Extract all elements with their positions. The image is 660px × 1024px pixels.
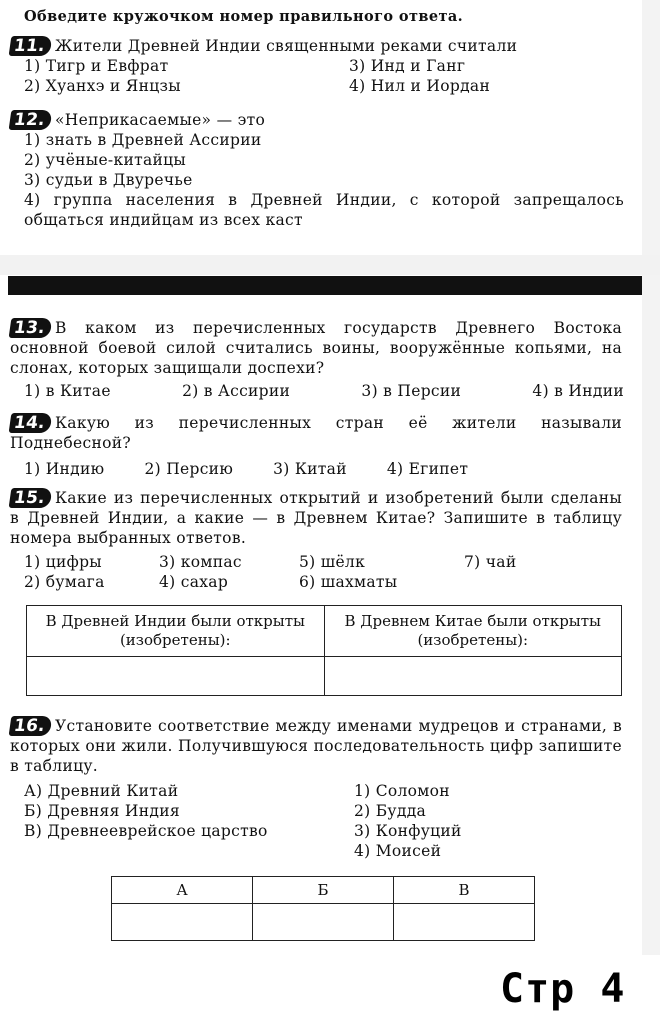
answer-table-15: [26, 605, 622, 696]
answer-option[interactable]: 3) Китай: [273, 460, 347, 478]
question-14: [10, 413, 625, 479]
question-12: [10, 110, 625, 230]
answer-option[interactable]: 4) Нил и Иордан: [349, 77, 491, 95]
answer-option[interactable]: 1) Индию: [24, 460, 105, 478]
instruction-heading: Обведите кружочком номер правильного ответа.: [24, 8, 464, 25]
answer-option[interactable]: 3) в Персии: [361, 382, 462, 400]
answer-cell-china[interactable]: [324, 657, 622, 696]
answer-option: 6) шахматы: [299, 573, 398, 591]
question-text: Какую из перечисленных стран её жители называли Поднебесной?: [10, 414, 622, 452]
answer-option[interactable]: 2) Персию: [144, 460, 234, 478]
table-header: В Древнем Китае были открыты (изобретены):: [324, 606, 622, 657]
question-text: Какие из перечисленных открытий и изобретений были сделаны в Древней Индии, а какие — в Древнем Китае? Запишите в таблицу номера выбранных ответов.: [10, 489, 622, 547]
question-text: Установите соответствие между именами мудрецов и странами, в которых они жили. Получившуюся последовательность цифр запишите в таблицу.: [10, 717, 622, 775]
question-number-badge: 16.: [9, 716, 53, 736]
question-15: [10, 488, 625, 592]
answer-option: 7) чай: [464, 553, 517, 571]
answer-option[interactable]: 4) в Индии: [532, 382, 624, 400]
answer-option[interactable]: 1) в Китае: [24, 382, 111, 400]
question-11: [10, 36, 625, 96]
matching-left-item: А) Древний Китай: [24, 782, 179, 800]
table-header: В Древней Индии были открыты (изобретены):: [27, 606, 325, 657]
page-divider-bar: [8, 276, 642, 295]
question-text: Жители Древней Индии священными реками считали: [55, 37, 518, 55]
matching-right-item: 2) Будда: [354, 802, 427, 820]
page-number-label: Стр 4: [500, 966, 626, 1012]
question-13: [10, 318, 625, 401]
question-16: [10, 716, 625, 861]
answer-option[interactable]: 3) судьи в Двуречье: [24, 171, 193, 189]
answer-cell-a[interactable]: [112, 904, 253, 941]
question-number-badge: 12.: [9, 110, 53, 130]
answer-option[interactable]: 2) в Ассирии: [182, 382, 291, 400]
answer-option[interactable]: 1) знать в Древней Ассирии: [24, 131, 262, 149]
matching-right-item: 3) Конфуций: [354, 822, 462, 840]
answer-cell-india[interactable]: [27, 657, 325, 696]
answer-option: 5) шёлк: [299, 553, 366, 571]
matching-right-item: 4) Моисей: [354, 842, 442, 860]
answer-option: 3) компас: [159, 553, 242, 571]
answer-option[interactable]: 2) учёные-китайцы: [24, 151, 187, 169]
table-header: А: [112, 877, 253, 904]
table-header: Б: [253, 877, 394, 904]
matching-left-item: В) Древнееврейское царство: [24, 822, 268, 840]
matching-right-item: 1) Соломон: [354, 782, 450, 800]
answer-table-16: [111, 876, 535, 941]
page-gap: [0, 255, 660, 275]
question-number-badge: 15.: [9, 488, 53, 508]
table-header: В: [394, 877, 535, 904]
answer-cell-v[interactable]: [394, 904, 535, 941]
answer-option: 1) цифры: [24, 553, 102, 571]
answer-option[interactable]: 2) Хуанхэ и Янцзы: [24, 77, 181, 95]
page-edge-shadow: [642, 0, 660, 955]
question-number-badge: 11.: [9, 36, 53, 56]
question-text: «Неприкасаемые» — это: [55, 111, 266, 129]
answer-cell-b[interactable]: [253, 904, 394, 941]
matching-left-item: Б) Древняя Индия: [24, 802, 180, 820]
answer-option[interactable]: 4) группа населения в Древней Индии, с которой запрещалось общаться индийцам из всех каст: [24, 191, 624, 229]
question-number-badge: 14.: [9, 413, 53, 433]
answer-option[interactable]: 1) Тигр и Евфрат: [24, 57, 169, 75]
answer-option: 2) бумага: [24, 573, 105, 591]
question-number-badge: 13.: [9, 318, 53, 338]
question-text: В каком из перечисленных государств Древнего Востока основной боевой силой считались воины, вооружённые копьями, на слонах, которых защищали доспехи?: [10, 319, 622, 377]
answer-option: 4) сахар: [159, 573, 229, 591]
answer-option[interactable]: 4) Египет: [386, 460, 469, 478]
answer-option[interactable]: 3) Инд и Ганг: [349, 57, 466, 75]
